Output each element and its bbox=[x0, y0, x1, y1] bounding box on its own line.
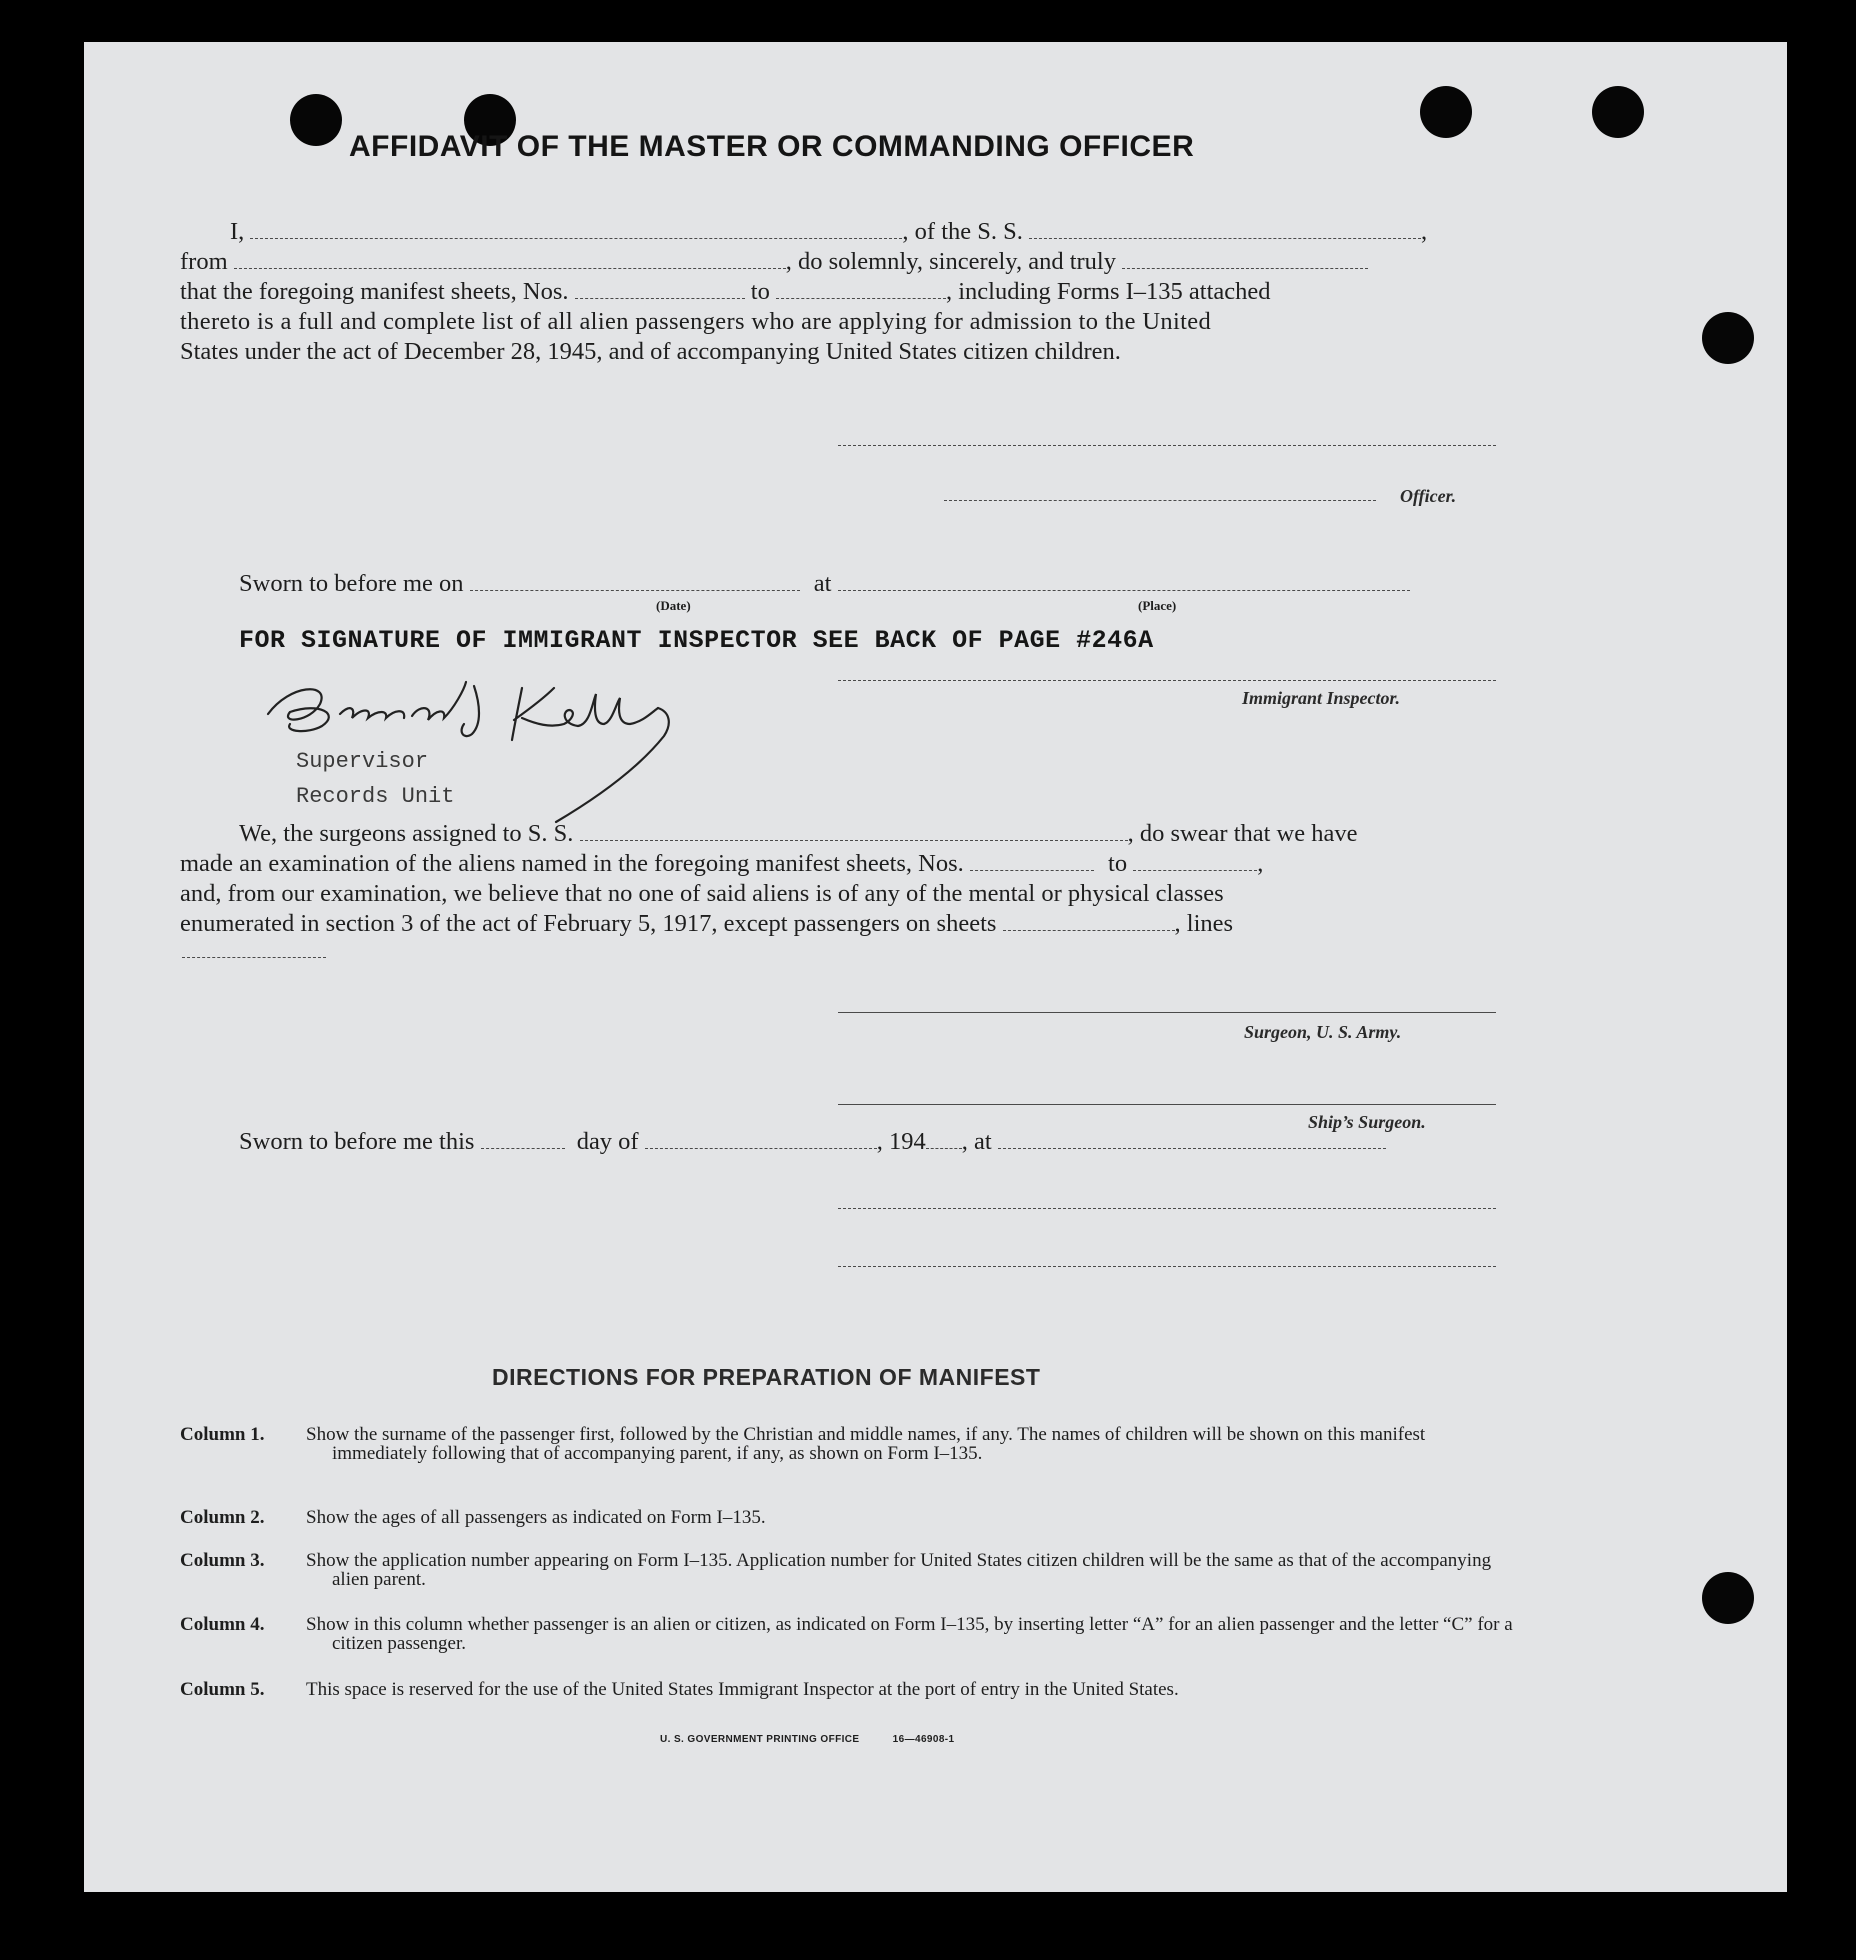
sheet-to-field[interactable] bbox=[776, 297, 946, 299]
column-3-label: Column 3. bbox=[180, 1550, 265, 1571]
sworn2-at: , at bbox=[961, 1128, 992, 1155]
comma: , bbox=[1421, 218, 1428, 245]
printer-name: U. S. GOVERNMENT PRINTING OFFICE bbox=[660, 1734, 860, 1745]
column-1-label: Column 1. bbox=[180, 1424, 265, 1445]
ship-surgeon-signature-line[interactable] bbox=[838, 1104, 1496, 1105]
affidavit-line-3 bbox=[180, 277, 1271, 307]
surgeons-to: to bbox=[1108, 850, 1128, 877]
affidavit-to: to bbox=[750, 278, 770, 305]
surgeons-swear: , do swear that we have bbox=[1127, 820, 1358, 847]
signer-unit: Records Unit bbox=[296, 784, 455, 809]
exam-sheet-from-field[interactable] bbox=[970, 869, 1094, 871]
affidavit-manifest-nos: that the foregoing manifest sheets, Nos. bbox=[180, 278, 569, 305]
sworn-at: at bbox=[813, 570, 832, 597]
form-number: 16—46908-1 bbox=[892, 1734, 955, 1745]
punch-hole bbox=[1702, 312, 1754, 364]
page-title: AFFIDAVIT OF THE MASTER OR COMMANDING OFFICER bbox=[349, 130, 1195, 163]
surgeons-line-1 bbox=[239, 819, 1358, 849]
ship-surgeon-caption: Ship’s Surgeon. bbox=[1308, 1112, 1426, 1132]
surgeons-line-2 bbox=[180, 849, 1263, 879]
punch-hole bbox=[290, 94, 342, 146]
surgeon-ship-field[interactable] bbox=[580, 839, 1128, 841]
place-caption: (Place) bbox=[1138, 598, 1177, 613]
officer-caption: Officer. bbox=[1400, 486, 1457, 506]
affidavit-i: I, bbox=[230, 218, 245, 245]
master-name-field[interactable] bbox=[250, 237, 902, 239]
affidavit-line-4: thereto is a full and complete list of all alien passengers who are applying for admission to the United bbox=[180, 308, 1212, 335]
inspector-stamp: FOR SIGNATURE OF IMMIGRANT INSPECTOR SEE BACK OF PAGE #246A bbox=[239, 626, 1154, 655]
from-port-field[interactable] bbox=[234, 267, 786, 269]
inspector-signature-line[interactable] bbox=[838, 680, 1496, 681]
affidavit-of-ss: , of the S. S. bbox=[902, 218, 1023, 245]
sworn2-day-of: day of bbox=[576, 1128, 639, 1155]
sworn-label: Sworn to before me on bbox=[239, 570, 464, 597]
surgeons-lines: , lines bbox=[1174, 910, 1234, 937]
sworn2-year-field[interactable] bbox=[926, 1147, 962, 1149]
army-surgeon-caption: Surgeon, U. S. Army. bbox=[1244, 1022, 1402, 1042]
exam-sheet-to-field[interactable] bbox=[1133, 869, 1257, 871]
army-surgeon-signature-line[interactable] bbox=[838, 1012, 1496, 1013]
punch-hole bbox=[1420, 86, 1472, 138]
sworn2-month-field[interactable] bbox=[645, 1147, 877, 1149]
affidavit-line-1 bbox=[230, 217, 1427, 247]
form-page bbox=[84, 42, 1787, 1892]
sworn2-title-line[interactable] bbox=[838, 1266, 1496, 1267]
sworn2-label: Sworn to before me this bbox=[239, 1128, 475, 1155]
affidavit-swear: , do solemnly, sincerely, and truly bbox=[785, 248, 1116, 275]
column-5-label: Column 5. bbox=[180, 1679, 265, 1700]
date-caption: (Date) bbox=[656, 598, 691, 613]
column-3-text: Show the application number appearing on Form I–135. Application number for United States citizen children will be the same as that of the accompanying alien parent. bbox=[306, 1550, 1492, 1590]
affidavit-line-5: States under the act of December 28, 1945, and of accompanying United States citizen children. bbox=[180, 338, 1121, 365]
excepted-lines-field[interactable] bbox=[182, 957, 326, 958]
surgeons-line-4 bbox=[180, 909, 1233, 939]
officer-signature-line[interactable] bbox=[838, 445, 1496, 446]
swear-field[interactable] bbox=[1122, 267, 1368, 269]
column-4-text: Show in this column whether passenger is an alien or citizen, as indicated on Form I–135, by inserting letter “A” for an alien passenger and the letter “C” for a citizen passenger. bbox=[306, 1614, 1513, 1654]
column-4-label: Column 4. bbox=[180, 1614, 265, 1635]
surgeons-examination: made an examination of the aliens named in the foregoing manifest sheets, Nos. bbox=[180, 850, 964, 877]
sworn2-year: , 194 bbox=[876, 1128, 926, 1155]
printer-imprint bbox=[660, 1734, 955, 1745]
affidavit-from: from bbox=[180, 248, 228, 275]
punch-hole bbox=[1592, 86, 1644, 138]
signer-title: Supervisor bbox=[296, 749, 429, 774]
officer-title-line[interactable] bbox=[944, 500, 1376, 501]
column-5-text: This space is reserved for the use of the United States Immigrant Inspector at the port of entry in the United States. bbox=[306, 1679, 1179, 1700]
sworn2-signature-line[interactable] bbox=[838, 1208, 1496, 1209]
affidavit-line-2 bbox=[180, 247, 1368, 277]
surgeons-assigned: We, the surgeons assigned to S. S. bbox=[239, 820, 574, 847]
directions-title: DIRECTIONS FOR PREPARATION OF MANIFEST bbox=[492, 1364, 1041, 1390]
sworn-line-2 bbox=[239, 1127, 1386, 1157]
column-1-text: Show the surname of the passenger first, followed by the Christian and middle names, if any. The names of children will be shown on this manifest immediately following that of accompanying parent, if any, as shown on Form I–135. bbox=[306, 1424, 1426, 1464]
excepted-sheets-field[interactable] bbox=[1003, 929, 1175, 931]
sworn2-place-field[interactable] bbox=[998, 1147, 1386, 1149]
surgeons-enumerated: enumerated in section 3 of the act of February 5, 1917, except passengers on sheets bbox=[180, 910, 997, 937]
punch-hole bbox=[1702, 1572, 1754, 1624]
surgeons-line-3: and, from our examination, we believe that no one of said aliens is of any of the mental or physical classes bbox=[180, 880, 1224, 907]
column-2-text: Show the ages of all passengers as indicated on Form I–135. bbox=[306, 1507, 766, 1528]
inspector-caption: Immigrant Inspector. bbox=[1242, 688, 1401, 708]
ship-name-field[interactable] bbox=[1029, 237, 1421, 239]
sworn2-day-field[interactable] bbox=[481, 1147, 565, 1149]
sheet-from-field[interactable] bbox=[575, 297, 745, 299]
affidavit-forms: , including Forms I–135 attached bbox=[945, 278, 1271, 305]
sworn-place-field[interactable] bbox=[838, 589, 1410, 591]
column-2-label: Column 2. bbox=[180, 1507, 265, 1528]
comma: , bbox=[1257, 850, 1264, 877]
sworn-date-field[interactable] bbox=[470, 589, 800, 591]
sworn-line-1 bbox=[239, 569, 1410, 599]
